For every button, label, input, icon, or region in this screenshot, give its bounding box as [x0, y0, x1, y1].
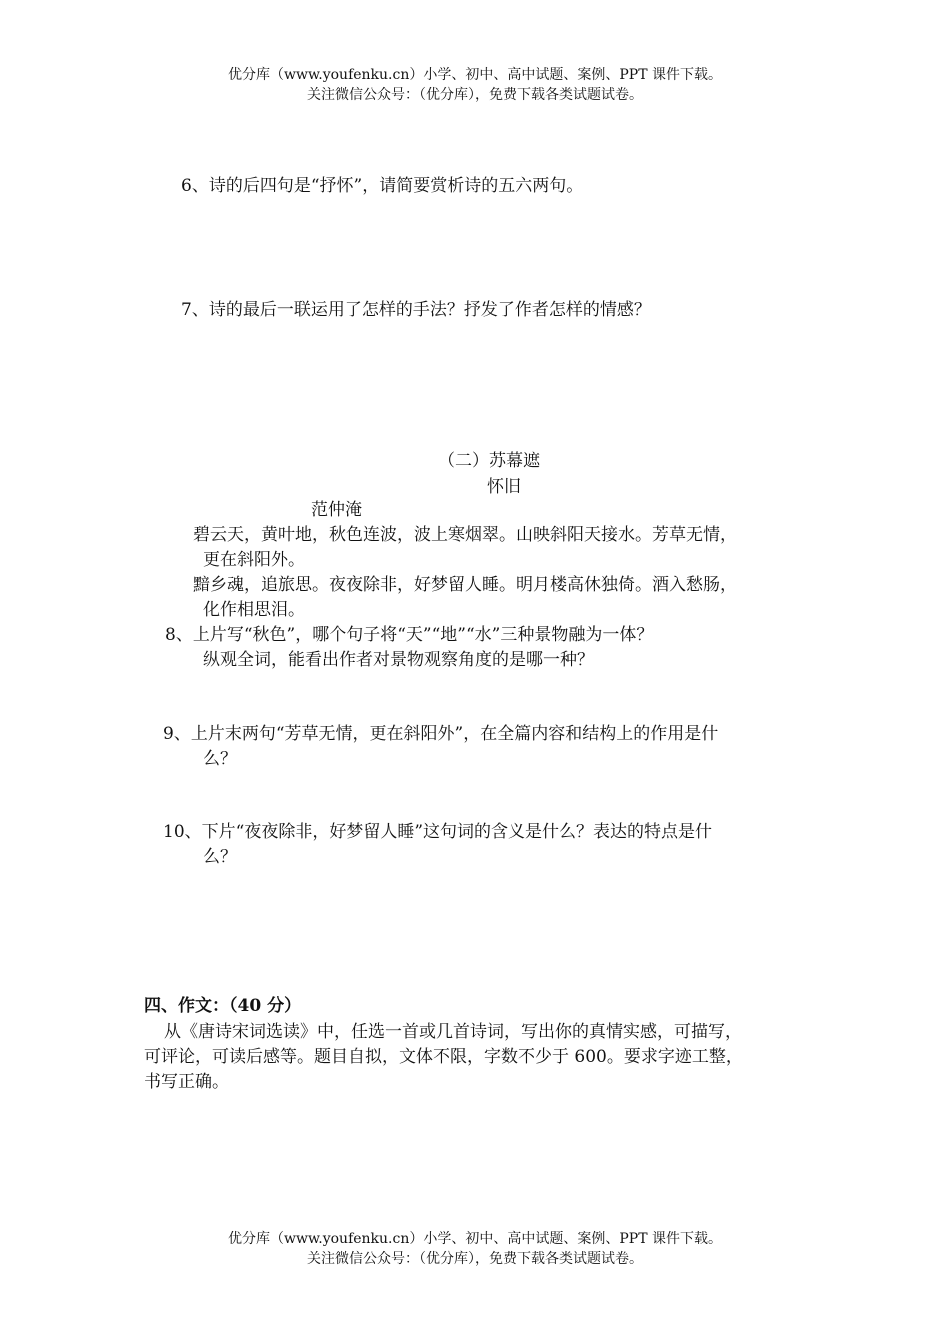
poem-stanza1-line1: 碧云天，黄叶地，秋色连波，波上寒烟翠。山映斜阳天接水。芳草无情，: [193, 525, 737, 545]
question-8-line2: 纵观全词，能看出作者对景物观察角度的是哪一种？: [203, 650, 594, 670]
poem-stanza2-line2: 化作相思泪。: [203, 600, 305, 620]
essay-line-2: 可评论，可读后感等。题目自拟，文体不限，字数不少于 600。要求字迹工整，: [144, 1047, 743, 1067]
footer-line-2: 关注微信公众号：（优分库），免费下载各类试题试卷。: [307, 1251, 643, 1267]
question-10-line2: 么？: [203, 847, 237, 867]
question-10-line1: 10、下片“夜夜除非，好梦留人睡”这句词的含义是什么？表达的特点是什: [163, 822, 713, 842]
essay-heading: 四、作文：（40 分）: [144, 996, 302, 1016]
header-line-2: 关注微信公众号：（优分库），免费下载各类试题试卷。: [307, 87, 643, 103]
poem-author: 范仲淹: [311, 500, 362, 520]
poem-stanza1-line2: 更在斜阳外。: [203, 550, 305, 570]
question-7: 7、诗的最后一联运用了怎样的手法？抒发了作者怎样的情感？: [181, 300, 651, 320]
header-line-1: 优分库（www.youfenku.cn）小学、初中、高中试题、案例、PPT 课件下载。: [227, 67, 722, 83]
poem-section-title: （二）苏幕遮: [438, 451, 540, 471]
question-9-line1: 9、上片末两句“芳草无情，更在斜阳外”，在全篇内容和结构上的作用是什: [163, 724, 719, 744]
essay-line-3: 书写正确。: [144, 1072, 229, 1092]
poem-subtitle: 怀旧: [487, 477, 521, 497]
question-8-line1: 8、上片写“秋色”，哪个句子将“天”“地”“水”三种景物融为一体？: [165, 625, 654, 645]
essay-line-1: 从《唐诗宋词选读》中，任选一首或几首诗词，写出你的真情实感，可描写，: [164, 1022, 742, 1042]
question-6: 6、诗的后四句是“抒怀”，请简要赏析诗的五六两句。: [181, 176, 584, 196]
footer-line-1: 优分库（www.youfenku.cn）小学、初中、高中试题、案例、PPT 课件下载。: [227, 1231, 722, 1247]
poem-stanza2-line1: 黯乡魂，追旅思。夜夜除非，好梦留人睡。明月楼高休独倚。酒入愁肠，: [193, 575, 737, 595]
question-9-line2: 么？: [203, 749, 237, 769]
